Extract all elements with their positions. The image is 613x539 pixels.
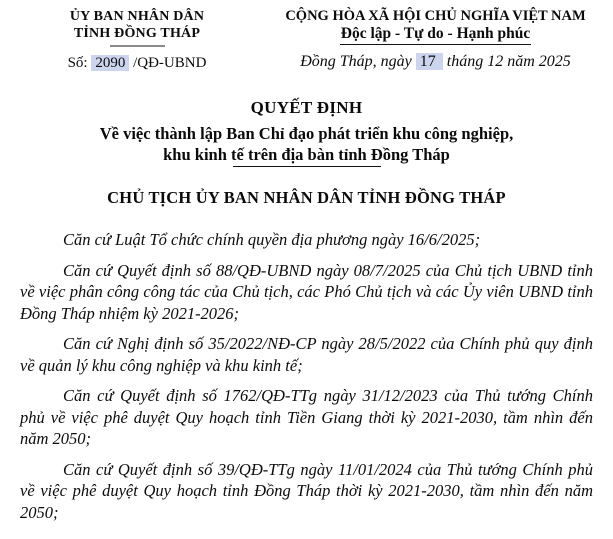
signing-authority-heading: CHỦ TỊCH ỦY BAN NHÂN DÂN TỈNH ĐỒNG THÁP [107, 188, 506, 207]
national-motto-wrap [264, 25, 607, 45]
subject-rule [233, 166, 381, 167]
date-prefix: Đồng Tháp, ngày [300, 53, 412, 70]
date-day-field[interactable]: 17 [416, 53, 443, 70]
recital-paragraph: Căn cứ Nghị định số 35/2022/NĐ-CP ngày 28/5/2022 của Chính phủ quy định về quản lý khu công nghiệp và khu kinh tế; [20, 334, 593, 375]
document-number-field[interactable]: 2090 [91, 55, 129, 71]
recital-paragraph: Căn cứ Quyết định số 1762/QĐ-TTg ngày 31/12/2023 của Thủ tướng Chính phủ về việc phê duyệt Quy hoạch tỉnh Tiền Giang thời kỳ 2021-2030, tầm nhìn đến năm 2050; [20, 386, 593, 448]
issuing-authority-province: TỈNH ĐỒNG THÁP [73, 26, 201, 41]
document-header [0, 0, 613, 72]
recital-paragraph: Căn cứ Luật Tổ chức chính quyền địa phương ngày 16/6/2025; [63, 230, 481, 249]
document-number-label: Số: [67, 55, 88, 71]
issuing-authority-rule [110, 45, 165, 47]
document-number-line [10, 55, 264, 72]
place-date-line [264, 53, 607, 71]
document-type-heading: QUYẾT ĐỊNH [250, 98, 363, 117]
national-motto: Độc lập - Tự do - Hạnh phúc [340, 25, 531, 45]
recital-paragraph: Căn cứ Quyết định số 39/QĐ-TTg ngày 11/01/2024 của Thủ tướng Chính phủ về việc phê duyệt Quy hoạch tỉnh Đồng Tháp thời kỳ 2021-2030, tầm nhìn đến năm 2050; [20, 459, 593, 522]
national-header-block [264, 8, 607, 72]
title-block [0, 98, 613, 167]
date-suffix: tháng 12 năm 2025 [446, 53, 571, 70]
subject-line-2: khu kinh tế trên địa bàn tỉnh Đồng Tháp [163, 145, 450, 164]
national-title: CỘNG HÒA XÃ HỘI CHỦ NGHĨA VIỆT NAM [285, 8, 586, 24]
document-number-suffix: /QĐ-UBND [133, 55, 207, 71]
subject-line-1: Về việc thành lập Ban Chỉ đạo phát triển khu công nghiệp, [99, 124, 514, 143]
issuing-authority-block [10, 8, 264, 72]
issuing-authority-name: ỦY BAN NHÂN DÂN [69, 9, 205, 24]
recitals-section [20, 229, 593, 523]
recital-paragraph: Căn cứ Quyết định số 88/QĐ-UBND ngày 08/7/2025 của Chủ tịch UBND tỉnh về việc phân công công tác của Chủ tịch, các Phó Chủ tịch và các Ủy viên UBND tỉnh Đồng Tháp nhiệm kỳ 2021-2026; [20, 260, 593, 323]
